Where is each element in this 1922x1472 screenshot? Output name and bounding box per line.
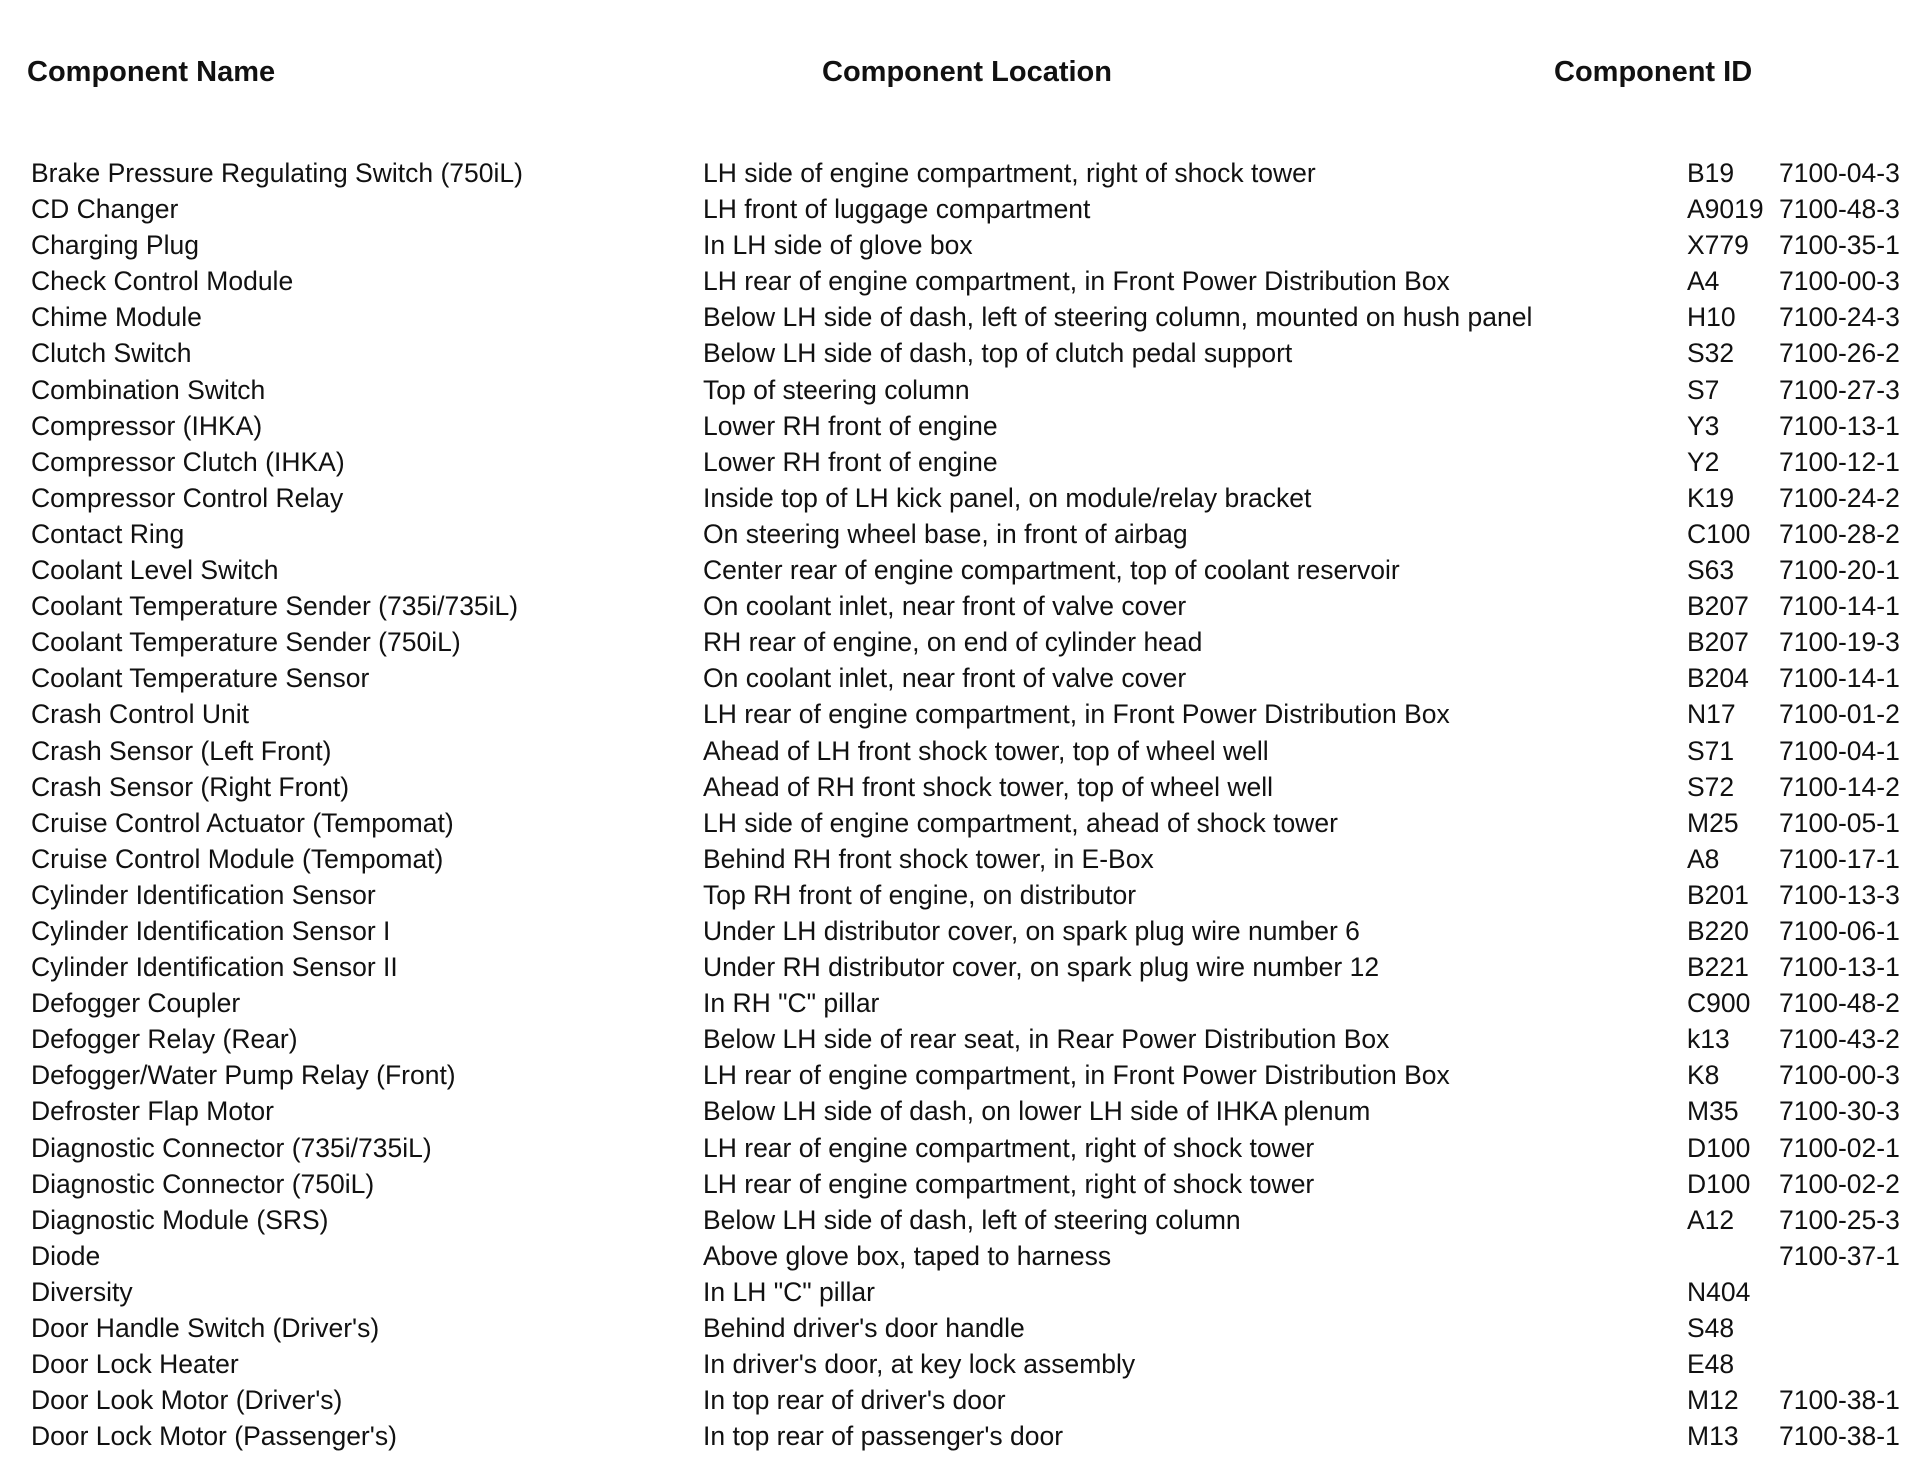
- component-name-cell: Coolant Temperature Sender (750iL): [31, 627, 461, 658]
- component-id-cell: N17: [1687, 699, 1736, 730]
- component-reference-cell: 7100-02-1: [1779, 1132, 1900, 1163]
- component-name-cell: Brake Pressure Regulating Switch (750iL): [31, 158, 523, 188]
- component-reference-cell: 7100-01-2: [1779, 699, 1900, 730]
- component-location-cell: Top RH front of engine, on distributor: [703, 879, 1137, 910]
- table-row: [0, 805, 1922, 841]
- component-name-cell: Diagnostic Connector (750iL): [31, 1168, 375, 1199]
- component-name-cell: Compressor (IHKA): [31, 410, 263, 441]
- component-location-cell: Below LH side of dash, left of steering column, mounted on hush panel: [703, 302, 1533, 333]
- component-id-cell: B221: [1687, 952, 1749, 983]
- component-location-cell: In top rear of passenger's door: [703, 1421, 1064, 1452]
- table-row: [0, 299, 1922, 335]
- component-location-cell: LH side of engine compartment, ahead of shock tower: [703, 807, 1338, 838]
- component-name-cell: Door Look Motor (Driver's): [31, 1385, 343, 1416]
- table-row: [0, 227, 1922, 263]
- component-name-cell: Charging Plug: [31, 230, 199, 261]
- table-row: [0, 985, 1922, 1021]
- component-id-cell: S32: [1687, 338, 1735, 369]
- component-location-cell: On coolant inlet, near front of valve cover: [703, 591, 1187, 622]
- component-reference-cell: 7100-17-1: [1779, 843, 1900, 874]
- header-component-name: Component Name: [27, 56, 276, 88]
- component-location-cell: Behind driver's door handle: [703, 1313, 1025, 1343]
- component-reference-cell: 7100-48-3: [1779, 194, 1900, 225]
- table-row: [0, 1382, 1922, 1418]
- component-name-cell: Defroster Flap Motor: [31, 1096, 274, 1127]
- table-row: [0, 1021, 1922, 1057]
- component-location-cell: Ahead of LH front shock tower, top of wheel well: [703, 735, 1269, 766]
- component-location-cell: Inside top of LH kick panel, on module/relay bracket: [703, 482, 1312, 513]
- component-reference-cell: 7100-25-3: [1779, 1204, 1900, 1235]
- component-id-cell: S7: [1687, 374, 1720, 405]
- component-id-cell: K19: [1687, 482, 1735, 513]
- component-name-cell: Combination Switch: [31, 374, 266, 405]
- component-name-cell: Defogger Relay (Rear): [31, 1024, 298, 1055]
- component-reference-cell: 7100-13-1: [1779, 410, 1900, 441]
- component-id-cell: M12: [1687, 1385, 1739, 1416]
- component-id-cell: E48: [1687, 1349, 1735, 1380]
- component-location-cell: Ahead of RH front shock tower, top of wheel well: [703, 771, 1274, 802]
- component-location-cell: Below LH side of dash, on lower LH side of IHKA plenum: [703, 1096, 1371, 1127]
- component-name-cell: Contact Ring: [31, 518, 185, 549]
- component-name-cell: Chime Module: [31, 302, 202, 333]
- table-row: [0, 444, 1922, 480]
- table-row: [0, 335, 1922, 371]
- component-name-cell: Check Control Module: [31, 266, 294, 297]
- component-reference-cell: 7100-00-3: [1779, 266, 1900, 297]
- component-id-cell: M13: [1687, 1421, 1739, 1452]
- component-reference-cell: 7100-20-1: [1779, 555, 1900, 586]
- table-row: [0, 1130, 1922, 1166]
- table-row: [0, 263, 1922, 299]
- component-reference-cell: 7100-14-1: [1779, 663, 1900, 694]
- table-row: [0, 733, 1922, 769]
- component-id-cell: S71: [1687, 735, 1735, 766]
- component-location-cell: LH side of engine compartment, right of shock tower: [703, 158, 1316, 188]
- component-id-cell: B207: [1687, 591, 1749, 622]
- component-location-cell: On coolant inlet, near front of valve cover: [703, 663, 1187, 694]
- component-reference-cell: 7100-04-3: [1779, 158, 1900, 188]
- component-id-cell: S48: [1687, 1313, 1735, 1343]
- table-row: [0, 624, 1922, 660]
- component-location-cell: Behind RH front shock tower, in E-Box: [703, 843, 1154, 874]
- component-location-cell: Under RH distributor cover, on spark plug wire number 12: [703, 952, 1380, 983]
- component-reference-cell: 7100-35-1: [1779, 230, 1900, 261]
- component-location-cell: LH rear of engine compartment, in Front Power Distribution Box: [703, 1060, 1450, 1091]
- component-location-cell: Below LH side of dash, top of clutch pedal support: [703, 338, 1293, 369]
- component-reference-cell: 7100-05-1: [1779, 807, 1900, 838]
- component-name-cell: Cruise Control Module (Tempomat): [31, 843, 444, 874]
- component-id-cell: C100: [1687, 518, 1751, 549]
- component-name-cell: Crash Sensor (Right Front): [31, 771, 350, 802]
- table-row: [0, 1274, 1922, 1310]
- component-name-cell: Compressor Control Relay: [31, 482, 344, 513]
- table-row: [0, 1346, 1922, 1382]
- component-name-cell: Cruise Control Actuator (Tempomat): [31, 807, 454, 838]
- component-reference-cell: 7100-04-1: [1779, 735, 1900, 766]
- component-reference-cell: 7100-43-2: [1779, 1024, 1900, 1055]
- table-row: [0, 696, 1922, 732]
- component-id-cell: N404: [1687, 1276, 1751, 1307]
- component-id-cell: M25: [1687, 807, 1739, 838]
- component-reference-cell: 7100-14-2: [1779, 771, 1900, 802]
- table-row: [0, 913, 1922, 949]
- component-reference-cell: 7100-48-2: [1779, 988, 1900, 1019]
- component-id-cell: Y2: [1687, 446, 1720, 477]
- component-reference-cell: 7100-00-3: [1779, 1060, 1900, 1091]
- component-id-cell: A12: [1687, 1204, 1735, 1235]
- table-row: [0, 1093, 1922, 1129]
- table-row: [0, 480, 1922, 516]
- table-row: [0, 949, 1922, 985]
- component-id-cell: k13: [1687, 1024, 1730, 1055]
- component-name-cell: Diagnostic Module (SRS): [31, 1204, 329, 1235]
- component-id-cell: D100: [1687, 1168, 1751, 1199]
- component-location-cell: On steering wheel base, in front of airbag: [703, 518, 1188, 549]
- component-id-cell: A9019: [1687, 194, 1764, 225]
- component-location-cell: Below LH side of dash, left of steering column: [703, 1204, 1241, 1235]
- component-id-cell: S63: [1687, 555, 1735, 586]
- component-reference-cell: 7100-24-2: [1779, 482, 1900, 513]
- component-location-cell: In RH "C" pillar: [703, 988, 880, 1019]
- component-reference-cell: 7100-38-1: [1779, 1385, 1900, 1416]
- component-name-cell: Compressor Clutch (IHKA): [31, 446, 345, 477]
- component-id-cell: A8: [1687, 843, 1720, 874]
- component-name-cell: Coolant Temperature Sender (735i/735iL): [31, 591, 519, 622]
- component-location-cell: Center rear of engine compartment, top of coolant reservoir: [703, 555, 1400, 586]
- component-id-cell: X779: [1687, 230, 1749, 261]
- component-name-cell: Cylinder Identification Sensor: [31, 879, 376, 910]
- table-row: [0, 1057, 1922, 1093]
- component-location-cell: Lower RH front of engine: [703, 446, 998, 477]
- table-row: [0, 588, 1922, 624]
- component-name-cell: Clutch Switch: [31, 338, 192, 369]
- component-id-cell: A4: [1687, 266, 1720, 297]
- table-row: [0, 877, 1922, 913]
- component-id-cell: S72: [1687, 771, 1735, 802]
- component-id-cell: B201: [1687, 879, 1749, 910]
- component-name-cell: Defogger Coupler: [31, 988, 241, 1019]
- component-reference-cell: 7100-24-3: [1779, 302, 1900, 333]
- component-reference-cell: 7100-30-3: [1779, 1096, 1900, 1127]
- component-name-cell: Door Lock Motor (Passenger's): [31, 1421, 397, 1452]
- component-reference-cell: 7100-19-3: [1779, 627, 1900, 658]
- table-row: [0, 1418, 1922, 1454]
- component-reference-cell: 7100-38-1: [1779, 1421, 1900, 1452]
- component-reference-cell: 7100-27-3: [1779, 374, 1900, 405]
- component-name-cell: Cylinder Identification Sensor II: [31, 952, 398, 983]
- component-name-cell: Crash Sensor (Left Front): [31, 735, 332, 766]
- table-row: [0, 769, 1922, 805]
- component-reference-cell: 7100-28-2: [1779, 518, 1900, 549]
- component-location-cell: In LH "C" pillar: [703, 1276, 875, 1307]
- component-location-cell: LH rear of engine compartment, in Front Power Distribution Box: [703, 699, 1450, 730]
- component-id-cell: K8: [1687, 1060, 1720, 1091]
- component-location-cell: LH rear of engine compartment, right of shock tower: [703, 1168, 1315, 1199]
- component-name-cell: Crash Control Unit: [31, 699, 249, 730]
- component-id-cell: B207: [1687, 627, 1749, 658]
- component-reference-cell: 7100-26-2: [1779, 338, 1900, 369]
- component-location-cell: Under LH distributor cover, on spark plug wire number 6: [703, 915, 1360, 946]
- table-row: [0, 516, 1922, 552]
- table-row: [0, 660, 1922, 696]
- table-row: [0, 552, 1922, 588]
- component-id-cell: C900: [1687, 988, 1751, 1019]
- component-location-cell: Top of steering column: [703, 374, 970, 405]
- component-location-cell: In driver's door, at key lock assembly: [703, 1349, 1136, 1380]
- component-location-cell: In LH side of glove box: [703, 230, 973, 261]
- component-name-cell: Door Lock Heater: [31, 1349, 239, 1380]
- component-name-cell: Coolant Level Switch: [31, 555, 279, 586]
- table-row: [0, 191, 1922, 227]
- table-row: [0, 372, 1922, 408]
- component-name-cell: Diode: [31, 1240, 101, 1271]
- table-row: [0, 1202, 1922, 1238]
- component-id-cell: B204: [1687, 663, 1749, 694]
- table-row: [0, 1310, 1922, 1346]
- component-reference-cell: 7100-13-3: [1779, 879, 1900, 910]
- table-row: [0, 1238, 1922, 1274]
- header-component-id: Component ID: [1554, 56, 1753, 88]
- component-name-cell: Diversity: [31, 1276, 133, 1307]
- component-name-cell: Diagnostic Connector (735i/735iL): [31, 1132, 432, 1163]
- component-location-cell: LH rear of engine compartment, right of shock tower: [703, 1132, 1315, 1163]
- table-row: [0, 408, 1922, 444]
- component-reference-cell: 7100-37-1: [1779, 1240, 1900, 1271]
- component-reference-cell: 7100-06-1: [1779, 915, 1900, 946]
- table-row: [0, 1166, 1922, 1202]
- component-id-cell: B19: [1687, 158, 1735, 188]
- component-location-cell: Lower RH front of engine: [703, 410, 998, 441]
- component-name-cell: Coolant Temperature Sensor: [31, 663, 370, 694]
- component-id-cell: M35: [1687, 1096, 1739, 1127]
- component-name-cell: Cylinder Identification Sensor I: [31, 915, 391, 946]
- component-reference-cell: 7100-02-2: [1779, 1168, 1900, 1199]
- component-location-cell: RH rear of engine, on end of cylinder head: [703, 627, 1203, 658]
- component-reference-cell: 7100-12-1: [1779, 446, 1900, 477]
- component-id-cell: H10: [1687, 302, 1736, 333]
- component-location-cell: LH rear of engine compartment, in Front Power Distribution Box: [703, 266, 1450, 297]
- component-table: [0, 155, 1922, 1454]
- component-location-cell: In top rear of driver's door: [703, 1385, 1006, 1416]
- component-id-cell: B220: [1687, 915, 1749, 946]
- header-component-location: Component Location: [822, 56, 1112, 88]
- component-location-cell: LH front of luggage compartment: [703, 194, 1091, 225]
- component-location-cell: Above glove box, taped to harness: [703, 1240, 1112, 1271]
- component-reference-cell: 7100-14-1: [1779, 591, 1900, 622]
- table-row: [0, 155, 1922, 191]
- component-name-cell: Door Handle Switch (Driver's): [31, 1313, 380, 1343]
- component-location-cell: Below LH side of rear seat, in Rear Power Distribution Box: [703, 1024, 1390, 1055]
- component-name-cell: CD Changer: [31, 194, 179, 225]
- component-name-cell: Defogger/Water Pump Relay (Front): [31, 1060, 456, 1091]
- component-reference-cell: 7100-13-1: [1779, 952, 1900, 983]
- component-id-cell: Y3: [1687, 410, 1720, 441]
- component-id-cell: D100: [1687, 1132, 1751, 1163]
- table-row: [0, 841, 1922, 877]
